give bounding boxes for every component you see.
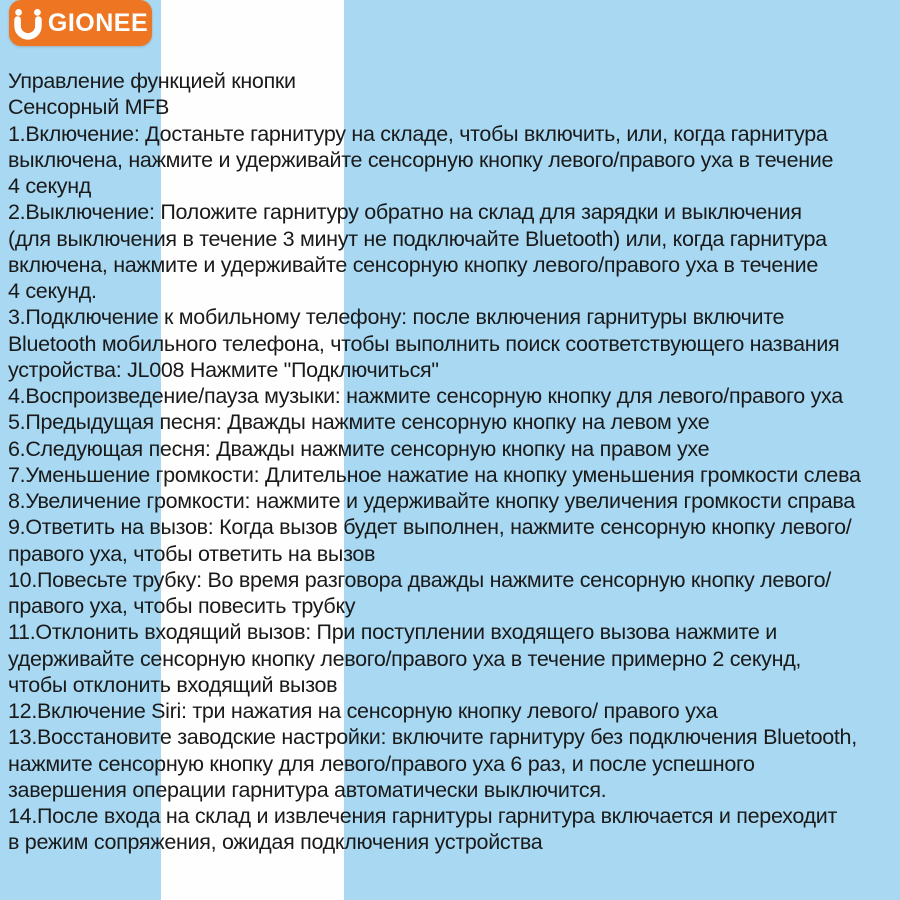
text-line-20: 10.Повесьте трубку: Во время разговора дважды нажмите сенсорную кнопку левого/ [8, 567, 831, 592]
text-line-28: завершения операции гарнитура автоматически выключится. [8, 777, 607, 802]
text-line-5: 4 секунд [8, 174, 92, 198]
text-line-4: выключена, нажмите и удерживайте сенсорную кнопку левого/правого уха в течение [8, 147, 834, 172]
text-line-29: 14.После входа на склад и извлечения гарнитуры гарнитура включается и переходит [8, 804, 838, 828]
instructions-text [8, 68, 898, 856]
text-line-30: в режим сопряжения, ожидая подключения устройства [8, 830, 543, 855]
text-line-24: чтобы отклонить входящий вызов [8, 672, 338, 697]
text-line-16: 7.Уменьшение громкости: Длительное нажатие на кнопку уменьшения громкости слева [8, 462, 861, 487]
text-line-11: Bluetooth мобильного телефона, чтобы выполнить поиск соответствующего названия [8, 331, 840, 356]
text-line-27: нажмите сенсорную кнопку для левого/правого уха 6 раз, и после успешного [8, 751, 755, 776]
text-line-23: удерживайте сенсорную кнопку левого/правого уха в течение примерно 2 секунд, [8, 646, 802, 671]
text-line-9: 4 секунд. [8, 279, 97, 303]
text-line-26: 13.Восстановите заводские настройки: включите гарнитуру без подключения Bluetooth, [8, 725, 857, 750]
text-line-15: 6.Следующая песня: Дважды нажмите сенсорную кнопку на правом ухе [8, 436, 710, 461]
text-line-17: 8.Увеличение громкости: нажмите и удерживайте кнопку увеличения громкости справа [8, 489, 855, 513]
text-line-10: 3.Подключение к мобильному телефону: после включения гарнитуры включите [8, 305, 785, 330]
text-line-18: 9.Ответить на вызов: Когда вызов будет выполнен, нажмите сенсорную кнопку левого/ [8, 515, 852, 540]
text-line-6: 2.Выключение: Положите гарнитуру обратно на склад для зарядки и выключения [8, 200, 802, 225]
gionee-u-icon [13, 7, 43, 40]
text-line-19: правого уха, чтобы ответить на вызов [8, 541, 376, 566]
text-line-21: правого уха, чтобы повесить трубку [8, 594, 356, 618]
gionee-wordmark: GIONEE [47, 9, 149, 37]
text-line-14: 5.Предыдущая песня: Дважды нажмите сенсорную кнопку на левом ухе [8, 410, 710, 435]
text-line-13: 4.Воспроизведение/пауза музыки: нажмите сенсорную кнопку для левого/правого уха [8, 384, 843, 408]
text-line-7: (для выключения в течение 3 минут не подключайте Bluetooth) или, когда гарнитура [8, 226, 827, 251]
text-line-22: 11.Отклонить входящий вызов: При поступлении входящего вызова нажмите и [8, 620, 777, 645]
text-line-25: 12.Включение Siri: три нажатия на сенсорную кнопку левого/ правого уха [8, 699, 718, 723]
text-line-8: включена, нажмите и удерживайте сенсорную кнопку левого/правого уха в течение [8, 252, 819, 277]
text-line-2: Сенсорный MFB [8, 95, 170, 120]
gionee-logo [9, 0, 152, 46]
text-line-3: 1.Включение: Достаньте гарнитуру на складе, чтобы включить, или, когда гарнитура [8, 121, 828, 146]
text-line-1: Управление функцией кнопки [8, 69, 296, 93]
text-line-12: устройства: JL008 Нажмите "Подключиться" [8, 357, 439, 382]
